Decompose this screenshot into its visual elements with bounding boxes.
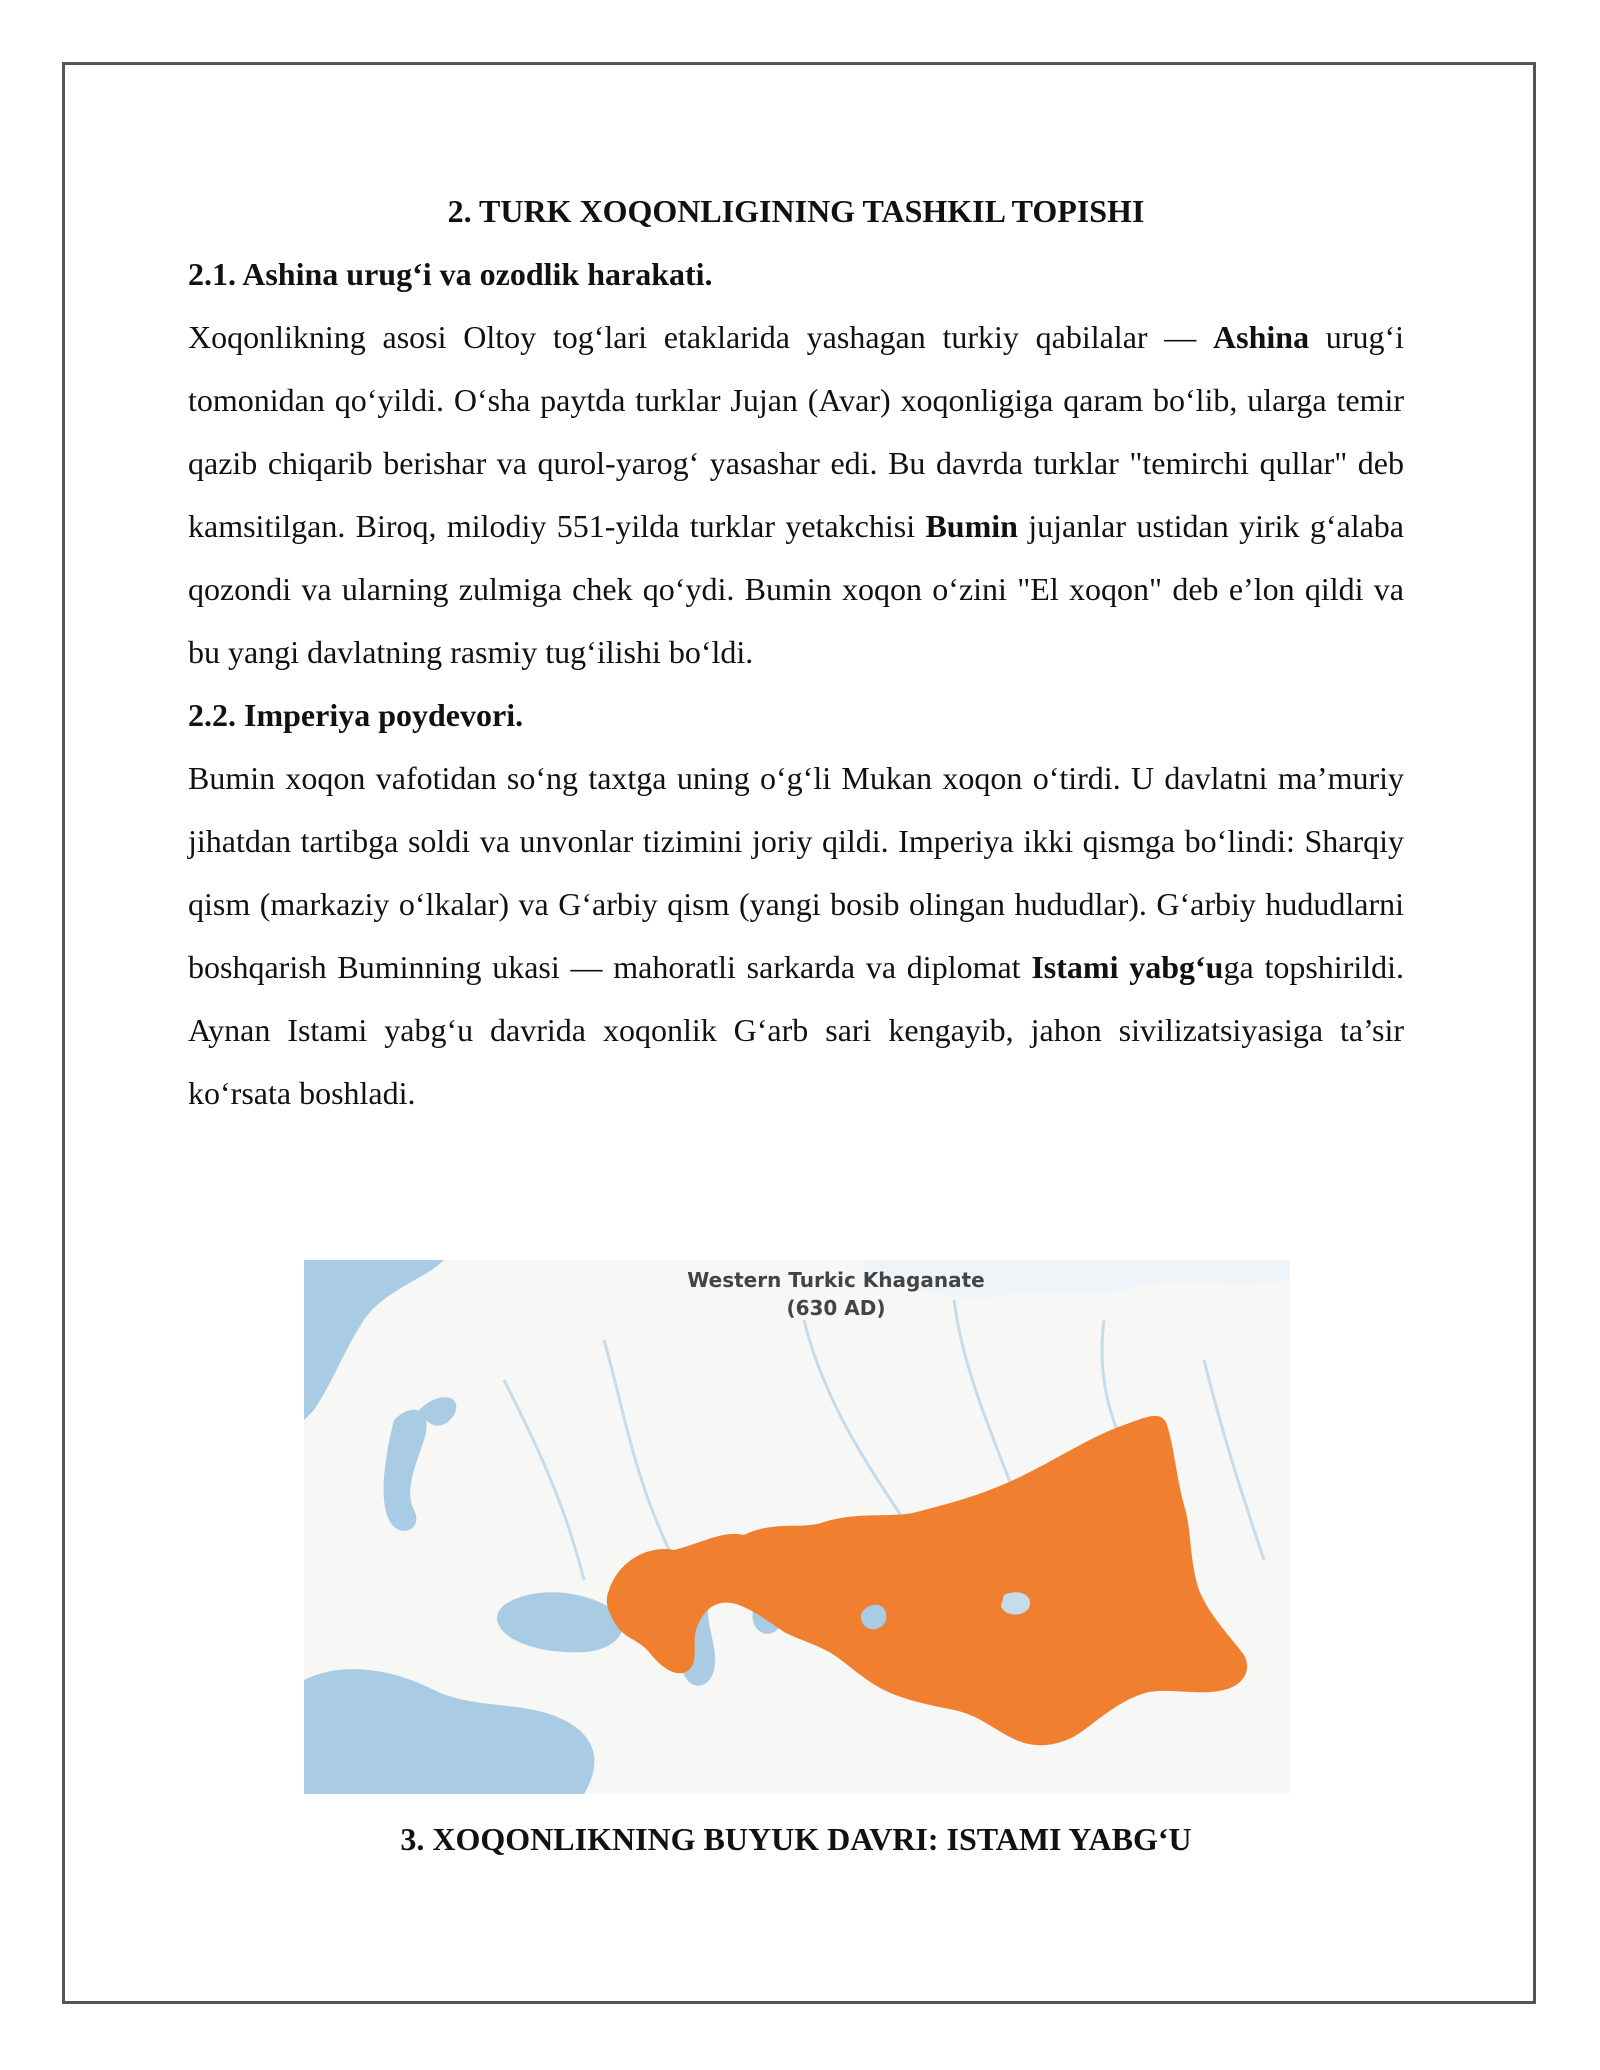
text-run: urug‘i tomonidan qo‘yildi. O‘sha paytda turklar Jujan (Avar) xoqonligiga qaram bo‘lib, ularga temir qazib chiqarib berishar va qurol-yarog‘ yasashar edi. Bu davrda turklar "temirchi qullar" deb kamsitilgan. Biroq, milodiy 551-yilda turklar yetakchisi [188, 319, 1405, 544]
bold-term-bumin: Bumin [925, 508, 1018, 544]
document-body [188, 180, 1404, 1125]
map-lake-issykkul [1001, 1592, 1030, 1614]
section-3-title: 3. XOQONLIKNING BUYUK DAVRI: ISTAMI YABG‘U [400, 1821, 1192, 1857]
text-run: Bumin xoqon vafotidan so‘ng taxtga uning o‘g‘li Mukan xoqon o‘tirdi. U davlatni ma’muriy jihatdan tartibga soldi va unvonlar tizimini joriy qildi. Imperiya ikki qismga bo‘lindi: Sharqiy qism (markaziy o‘lkalar) va G‘arbiy qism (yangi bosib olingan hududlar). G‘arbiy hududlarni boshqarish Buminning ukasi — mahoratli sarkarda va diplomat [188, 760, 1404, 985]
subsection-2-1-heading: 2.1. Ashina urug‘i va ozodlik harakati. [188, 256, 713, 292]
text-run: jujanlar ustidan yirik g‘alaba qozondi va ularning zulmiga chek qo‘ydi. Bumin xoqon o‘zini "El xoqon" deb e’lon qildi va bu yangi davlatning rasmiy tug‘ilishi bo‘ldi. [188, 508, 1405, 670]
text-run: ga topshirildi. Aynan Istami yabg‘u davrida xoqonlik G‘arb sari kengayib, jahon sivilizatsiyasiga ta’sir ko‘rsata boshladi. [188, 949, 1405, 1111]
map-title-line2: (630 AD) [786, 1296, 886, 1320]
map-title-line1: Western Turkic Khaganate [687, 1268, 985, 1292]
bold-term-istami: Istami yabg‘u [1031, 949, 1224, 985]
subsection-2-1-paragraph [188, 306, 1404, 684]
map-graphic [304, 1260, 1290, 1794]
khaganate-map [304, 1260, 1290, 1794]
bold-term-ashina: Ashina [1213, 319, 1310, 355]
text-run: Xoqonlikning asosi Oltoy tog‘lari etaklarida yashagan turkiy qabilalar — [188, 319, 1214, 355]
subsection-2-2-heading: 2.2. Imperiya poydevori. [188, 697, 524, 733]
section-2-title: 2. TURK XOQONLIGINING TASHKIL TOPISHI [447, 193, 1145, 229]
subsection-2-2-paragraph [188, 747, 1404, 1125]
